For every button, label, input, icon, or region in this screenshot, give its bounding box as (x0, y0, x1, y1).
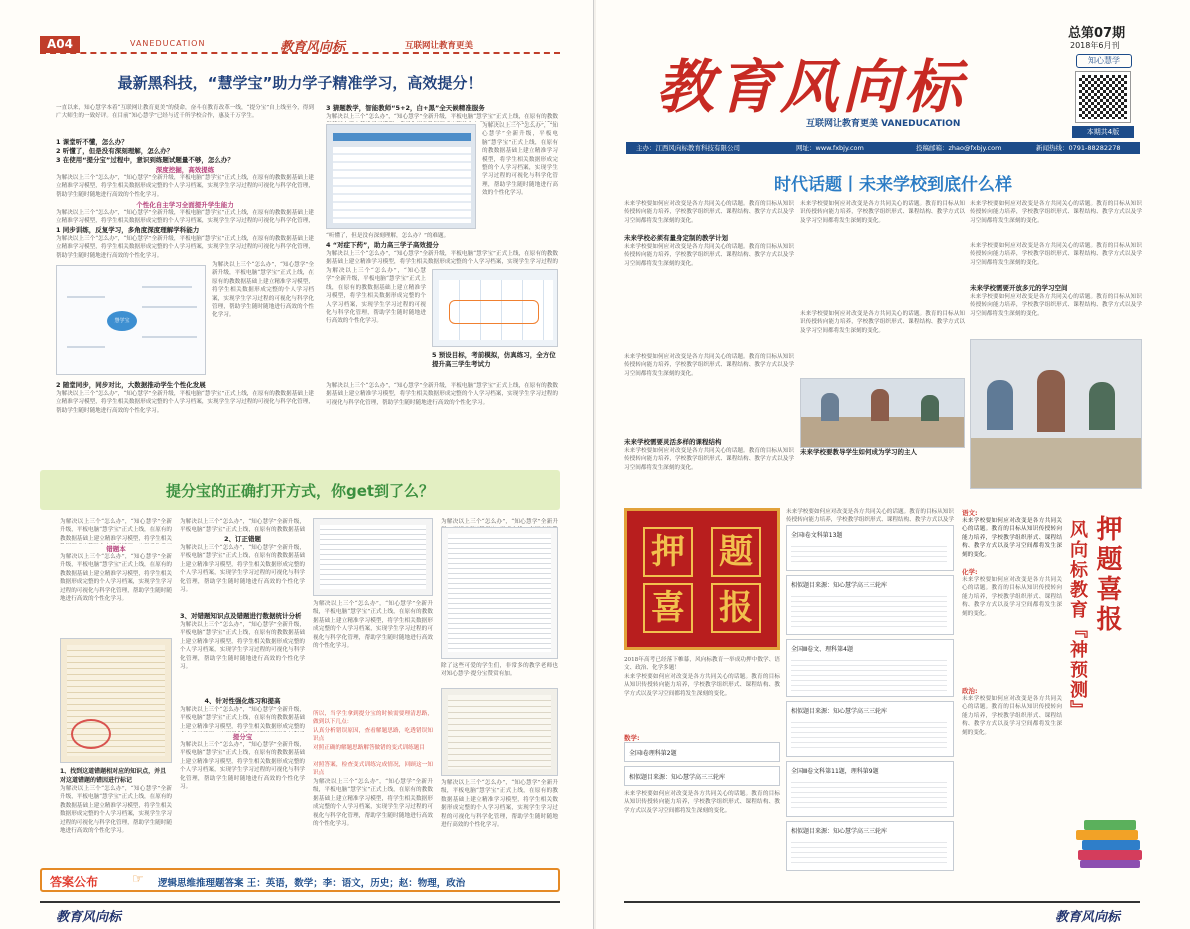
mindmap-image (56, 265, 206, 375)
exam-col-1 (624, 656, 780, 878)
body-text-6: 为解决以上三个“怎么办”，“知心慧学”全新升级，平板电脑“慧学宝”正式上线，在原有的教数 (326, 114, 558, 120)
exam-col-3 (962, 508, 1062, 878)
exam-col-2 (786, 508, 954, 878)
quote-text: “听懂了，但是没有深刻理解，怎么办？”的难题。 (326, 233, 450, 239)
app-screenshot-2 (432, 269, 558, 347)
step-1: 1 同步训练，反复学习，多角度深度理解学科能力 (56, 226, 200, 234)
screenshot-block-1 (326, 122, 558, 232)
question-box-4 (786, 701, 954, 757)
tip-text-11: 为解决以上三个“怎么办”，“知心慧学”全新升级，平板电脑“慧学宝”正式上线，在原有的教数据基础上建立精准学习模型，将学生相关数据形成完整的个人学习档案，实现学生学习过程的可视化与科学化管理，帮助学生随时随地进行高效的个性化学习。 (441, 780, 558, 829)
step-3: 3 猜题教学，智能教师“5+2，白+黑”全天候精准服务 (326, 104, 485, 112)
question-box-5-label: 全国Ⅲ卷文科第11题，理科第9题 (791, 768, 879, 775)
topic-text-6: 未来学校要如何应对改变是各方共同关心的话题。教育的目标从知识传授转向能力培养，学校教学组织形式、课程结构、教学方式以及学习空间都将发生深刻的变化。 (800, 311, 965, 334)
question-box-2-label: 相似题目来源：知心慧学高三三轮库 (791, 582, 888, 589)
intro-text: 一直以来，知心慧学本着“互联网让教育更美”的使命，奋斗在教育改革一线，“提分宝”自上线至今，得到广大师生的一致好评。在目前“知心慧学”已经与近千所学校合作，惠及千万学生。 (56, 105, 314, 120)
exam-poster (624, 508, 780, 650)
section-deep: 深度挖掘，高效提练 (155, 166, 215, 174)
topic-sub-3: 未来学校要教导学生如何成为学习的主人 (800, 448, 917, 456)
tip-sub-1: 错题本 (106, 545, 126, 553)
body-text-2: 为解决以上三个“怎么办”，“知心慧学”全新升级，平板电脑“慧学宝”正式上线，在原有的教数据基础上建立精准学习模型，将学生相关数据形成完整的个人学习档案，实现学生学习过程的可视化与科学化管理， (56, 210, 314, 225)
question-3: 3 在使用“提分宝”过程中，意识到练题试题量不够，怎么办？ (56, 156, 234, 164)
header-title: 教育风向标 (280, 40, 346, 55)
topic-text-2: 未来学校要如何应对改变是各方共同关心的话题。教育的目标从知识传授转向能力培养，学校教学组织形式、课程结构、教学方式以及学习空间都将发生深刻的变化。 (624, 244, 794, 267)
right-footer (624, 901, 1140, 923)
tip-text-10: 为解决以上三个“怎么办”，“知心慧学”全新升 (441, 519, 558, 525)
body-text-9: 为解决以上三个“怎么办”，“知心慧学”全新升级，平板电脑“慧学宝”正式上线，在原有的教数据基础上建立精准学习模型，将学生相关数据形成完整的个人学习档案，实现学生学习过程的可视化与科学化管理，帮助学生随时随地进行高效的个性化学习。 (326, 268, 426, 325)
screenshot-block-2 (326, 267, 558, 382)
chinese-label: 语文: (962, 509, 978, 517)
politics-label: 政治: (962, 687, 978, 695)
politics-text: 未来学校要如何应对改变是各方共同关心的话题。教育的目标从知识传授转向能力培养，学校教学组织形式、课程结构、教学方式以及学习空间都将发生深刻的变化。 (962, 696, 1062, 736)
exam-text-2: 未来学校要如何应对改变是各方共同关心的话题。教育的目标从知识传授转向能力培养，学校教学组织形式、课程结构、教学方式以及学习空间都将发生深刻的变化。 (624, 791, 780, 814)
right-page (596, 0, 1190, 929)
topic-text-9: 未来学校要如何应对改变是各方共同关心的话题。教育的目标从知识传授转向能力培养，学校教学组织形式、课程结构、教学方式以及学习空间都将发生深刻的变化。 (970, 294, 1142, 317)
notebook-photo (60, 638, 172, 763)
question-box-3 (786, 639, 954, 697)
left-footer-title: 教育风向标 (56, 910, 122, 925)
app-screenshot-1 (326, 124, 476, 229)
mindmap-block (56, 261, 314, 381)
question-box-8-label: 相似题目来源：知心慧学高三三轮库 (629, 774, 726, 781)
body-text-1: 为解决以上三个“怎么办”，“知心慧学”全新升级，平板电脑“慧学宝”正式上线，在原有的教数据基础上建立精准学习模型，将学生相关数据形成完整的个人学习档案，实现学生学习过程的可视化与科学化管理，帮助学生随时随地进行高效的个性化学习。 (56, 175, 314, 198)
header-slogan: 互联网让教育更美 (405, 41, 474, 51)
body-text-3: 为解决以上三个“怎么办”，“知心慧学”全新升级，平板电脑“慧学宝”正式上线，在原有的教数据基础上建立精准学习模型，将学生相关数据形成完整的个人学习档案，实现学生学习过程的可视化与科学化管理，帮助学生随时随地进行高效的个性化学习。 (56, 236, 314, 259)
headline: 最新黑科技，“慧学宝”助力学子精准学习，高效提分！ (117, 74, 483, 92)
page-header (40, 36, 560, 54)
answer-bar (40, 868, 560, 892)
masthead: 教育风向标 (656, 53, 967, 121)
tip-sub-4: 4、针对性强化练习和提高 (204, 697, 281, 705)
question-box-7-label: 全国Ⅰ卷理科第2题 (629, 750, 677, 757)
chinese-text: 未来学校要如何应对改变是各方共同关心的话题。教育的目标从知识传授转向能力培养，学校教学组织形式、课程结构、教学方式以及学习空间都将发生深刻的变化。 (962, 518, 1062, 558)
left-footer (40, 901, 560, 923)
topic-text-7: 未来学校要如何应对改变是各方共同关心的话题。教育的目标从知识传授转向能力培养，学校教学组织形式、课程结构、教学方式以及学习空间都将发生深刻的变化。 (970, 201, 1142, 224)
answer-text: 逻辑思维推理题答案 王：英语，数学；李：语文，历史；赵：物理，政治 (158, 878, 466, 889)
tip-banner (40, 470, 560, 510)
tip-col-c (313, 518, 433, 858)
step-4: 4 “对症下药”，助力高三学子高效提分 (326, 241, 439, 249)
tip-banner-title: 提分宝的正确打开方式，你get到了么？ (165, 482, 435, 500)
tip-text-9: 为解决以上三个“怎么办”，“知心慧学”全新升级，平板电脑“慧学宝”正式上线，在原有的教数据基础上建立精准学习模型，将学生相关数据形成完整的个人学习档案，实现学生学习过程的可视化与科学化管理，帮助学生随时随地进行高效的个性化学习。 (313, 779, 433, 828)
tip-col-a (60, 518, 172, 858)
question-box-5 (786, 761, 954, 817)
classroom-photo-2 (970, 339, 1142, 489)
tip-col-d (441, 518, 558, 858)
side-subtitle: 风向标教育『神预测』 (1067, 520, 1088, 720)
pointing-hand-icon: ☞ (132, 872, 144, 887)
tip-text-7: 为解决以上三个“怎么办”，“知心慧学”全新升级，平板电脑“慧学宝”正式上线，在原有的教数据基础上建立精准学习模型，将学生相关数据形成完整的个人学习档案，实现学生学习过程的可视化与科学化管理，帮助学生随时随地进行高效的个性化学习。 (180, 742, 305, 791)
topic-text-5: 未来学校要如何应对改变是各方共同关心的话题。教育的目标从知识传授转向能力培养，学校教学组织形式、课程结构、教学方式以及学习空间都将发生深刻的变化。 (800, 201, 965, 224)
left-col-1 (56, 104, 314, 452)
topic-col-3 (970, 200, 1142, 498)
question-box-4-label: 相似题目来源：知心慧学高三三轮库 (791, 708, 888, 715)
chemistry-text: 未来学校要如何应对改变是各方共同关心的话题。教育的目标从知识传授转向能力培养，学校教学组织形式、课程结构、教学方式以及学习空间都将发生深刻的变化。 (962, 577, 1062, 617)
poster-char-3: 喜 (643, 583, 693, 633)
tip-caption-2: 除了这些可爱的学生们，非常多的教学老师也对知心慧学·提分宝赞赏有加。 (441, 663, 558, 678)
question-box-6 (786, 821, 954, 871)
body-text-4: 为解决以上三个“怎么办”，“知心慧学”全新升级，平板电脑“慧学宝”正式上线，在原有的教数据基础上建立精准学习模型，将学生相关数据形成完整的个人学习档案，实现学生学习过程的可视化与科学化管理，帮助学生随时随地进行高效的个性化学习。 (212, 262, 314, 319)
qr-code (1076, 72, 1130, 122)
topic-text-3: 未来学校要如何应对改变是各方共同关心的话题。教育的目标从知识传授转向能力培养，学校教学组织形式、课程结构、教学方式以及学习空间都将发生深刻的变化。 (624, 354, 794, 377)
topic-text-8: 未来学校要如何应对改变是各方共同关心的话题。教育的目标从知识传授转向能力培养，学校教学组织形式、课程结构、教学方式以及学习空间都将发生深刻的变化。 (970, 243, 1142, 266)
poster-char-2: 题 (711, 527, 761, 577)
question-box-1 (786, 525, 954, 571)
tip-text-6: 为解决以上三个“怎么办”，“知心慧学”全新升级，平板电脑“慧学宝”正式上线，在原有的教数据基础上建立精准学习模型，将学生相关数据形成完整的 (180, 707, 305, 730)
worksheet-photo-2 (441, 527, 558, 659)
issue-number: 总第07期 (1068, 26, 1126, 41)
tip-red-2: 认真分析错误原因，查看解题思路，吃透错误知识点 (313, 728, 433, 743)
right-footer-title: 教育风向标 (1054, 910, 1120, 925)
pages-badge: 本期共4版 (1072, 126, 1134, 138)
tip-caption: 1、找到这道错题相对应的知识点，并且对这道错题的错因进行标记 (60, 768, 167, 784)
tip-intro: 为解决以上三个“怎么办”，“知心慧学”全新升级，平板电脑“慧学宝”正式上线，在原有的教数据基础上建立精准学习模型，将学生相关 (60, 519, 172, 542)
topic-title: 时代话题丨未来学校到底什么样 (774, 175, 1012, 195)
body-text-5: 为解决以上三个“怎么办”，“知心慧学”全新升级，平板电脑“慧学宝”正式上线，在原有的教数据基础上建立精准学习模型，将学生相关数据形成完整的个人学习档案，实现学生学习过程的可视化与科学化管理，帮助学生随时随地进行高效的个性化学习。 (56, 391, 314, 414)
math-label: 数学: (624, 734, 640, 742)
question-box-7 (624, 742, 780, 762)
tip-red-3: 对照正确的解题思路解答做错的变式训练题目 (313, 745, 425, 751)
body-text-10: 为解决以上三个“怎么办”，“知心慧学”全新升级，平板电脑“慧学宝”正式上线，在原有的教数据基础上建立精准学习模型，将学生相关数据形成完整的个人学习档案，实现学生学习过程的可视化与科学化管理，帮助学生随时随地进行高效的个性化学习。 (326, 383, 558, 406)
question-box-6-label: 相似题目来源：知心慧学高三三轮库 (791, 828, 888, 835)
classroom-photo-1 (800, 378, 965, 448)
poster-char-4: 报 (711, 583, 761, 633)
question-box-3-label: 全国Ⅲ卷文、理科第4题 (791, 646, 853, 653)
topic-text-4: 未来学校要如何应对改变是各方共同关心的话题。教育的目标从知识传授转向能力培养，学校教学组织形式、课程结构、教学方式以及学习空间都将发生深刻的变化。 (624, 448, 794, 471)
topic-col-2 (800, 200, 965, 498)
section-personal: 个性化自主学习全面提升学生能力 (136, 201, 234, 209)
info-bar (626, 142, 1140, 154)
masthead-slogan: 互联网让教育更美 VANEDUCATION (806, 119, 961, 129)
tip-col-b (180, 518, 305, 858)
tip-text-8: 为解决以上三个“怎么办”，“知心慧学”全新升级，平板电脑“慧学宝”正式上线，在原有的教数据基础上建立精准学习模型，将学生相关数据形成完整的个人学习档案，实现学生学习过程的可视化与科学化管理，帮助学生随时随地进行高效的个性化学习。 (313, 601, 433, 650)
body-text-7: 为解决以上三个“怎么办”，“知心慧学”全新升级，平板电脑“慧学宝”正式上线，在原有的教数据基础上建立精准学习模型，将学生相关数据形成完整的个人学习档案，实现学生学习过程的可视化与科学化管理，帮助学生随时随地进行高效的个性化学习。 (482, 123, 558, 197)
tip-sub-2: 2、订正错题 (223, 535, 262, 543)
issue-date: 2018年6月刊 (1070, 41, 1120, 50)
tip-red-4: 对照答案，检查变式训练完成情况，回顾这一知识点 (313, 762, 433, 777)
tip-text-2: 为解决以上三个“怎么办”，“知心慧学”全新升级，平板电脑“慧学宝”正式上线，在原有的教数据基础上建立精准学习模型，将学生相关数据形成完整的个人学习档案，实现学生学习过程的可视化与科学化管理，帮助学生随时随地进行高效的个性化学习。 (60, 786, 172, 835)
topic-text-1: 未来学校要如何应对改变是各方共同关心的话题。教育的目标从知识传授转向能力培养，学校教学组织形式、课程结构、教学方式以及学习空间都将发生深刻的变化。 (624, 201, 794, 224)
side-title: 押题喜报 (1092, 515, 1122, 635)
header-en: VANEDUCATION (130, 39, 206, 48)
topic-sub-1: 未来学校必须有量身定制的教学计划 (624, 234, 728, 242)
worksheet-photo (313, 518, 433, 596)
info-website: 网址：www.fxbjy.com (796, 144, 864, 152)
tip-sub-5: 提分宝 (232, 733, 253, 741)
tip-red-1: 所以，当学生拿到提分宝的时候需要理清思路，做到以下几点： (313, 711, 433, 726)
brand-logo: 知心慧学 (1076, 54, 1132, 68)
tip-sub-3: 3、对错题知识点及错题进行数据统计分析 (180, 612, 302, 620)
question-1: 1 课堂听不懂，怎么办？ (56, 138, 128, 146)
tip-text-5: 为解决以上三个“怎么办”，“知心慧学”全新升级，平板电脑“慧学宝”正式上线，在原有的教数据基础上建立精准学习模型，将学生相关数据形成完整的个人学习档案，实现学生学习过程的可视化与科学化管理，帮助学生随时随地进行高效的个性化学习。 (180, 622, 305, 671)
books-illustration (1074, 812, 1146, 870)
poster-char-1: 押 (643, 527, 693, 577)
question-box-1-label: 全国Ⅰ卷文科第13题 (791, 532, 843, 539)
topic-col-1 (624, 200, 794, 498)
chemistry-label: 化学: (962, 568, 978, 576)
topic-sub-2: 未来学校需要灵活多样的课程结构 (624, 438, 722, 446)
teacher-photo (441, 688, 558, 776)
question-2: 2 听懂了，但是没有深刻理解，怎么办？ (56, 147, 174, 155)
info-email: 投稿邮箱：zhao@fxbjy.com (916, 144, 1002, 152)
page-number: A04 (40, 36, 80, 53)
left-page (0, 0, 594, 929)
tip-text-4: 为解决以上三个“怎么办”，“知心慧学”全新升级，平板电脑“慧学宝”正式上线，在原有的教数据基础上建立精准学习模型，将学生相关数据形成完整的个人学习档案，实现学生学习过程的可视化与科学化管理，帮助学生随时随地进行高效的个性化学习。 (180, 545, 305, 594)
exam-intro: 2018年高考已经落下帷幕，风向标教育一举成功押中数学、语文、政治、化学多题！ (624, 657, 780, 672)
topic-sub-4: 未来学校需要开放多元的学习空间 (970, 284, 1068, 292)
exam-text-1: 未来学校要如何应对改变是各方共同关心的话题。教育的目标从知识传授转向能力培养，学校教学组织形式、课程结构、教学方式以及学习空间都将发生深刻的变化。 (624, 674, 780, 697)
step-5: 5 预设目标，考前模拟，仿真练习，全方位提升高三学生考试力 (432, 351, 556, 368)
question-box-2 (786, 575, 954, 635)
step-2: 2 随堂同步，同步对比，大数据推动学生个性化发展 (56, 381, 206, 389)
mindmap-center: 慧学宝 (107, 311, 137, 331)
answer-label: 答案公布 (50, 875, 99, 889)
tip-text-3: 为解决以上三个“怎么办”，“知心慧学”全新升级，平板电脑“慧学宝”正式上线，在原有的教数据基础 (180, 519, 305, 534)
left-col-2 (326, 104, 558, 452)
body-text-8: 为解决以上三个“怎么办”，“知心慧学”全新升级，平板电脑“慧学宝”正式上线，在原有的教数据基础上建立精准学习模型，将学生相关数据形成完整的个人学习档案，实现学生学习过程的 (326, 251, 558, 266)
info-publisher: 主办：江西风向标教育科技有限公司 (636, 144, 740, 152)
info-hotline: 新闻热线：0791-88282278 (1036, 144, 1121, 152)
exam-text-3: 未来学校要如何应对改变是各方共同关心的话题。教育的目标从知识传授转向能力培养，学校教学组织形式、课程结构、教学方式以及学 (786, 509, 954, 524)
tip-text-1: 为解决以上三个“怎么办”，“知心慧学”全新升级，平板电脑“慧学宝”正式上线，在原有的教数据基础上建立精准学习模型，将学生相关数据形成完整的个人学习档案，实现学生学习过程的可视化与科学化管理，帮助学生随时随地进行高效的个性化学习。 (60, 554, 172, 603)
question-box-8 (624, 766, 780, 786)
